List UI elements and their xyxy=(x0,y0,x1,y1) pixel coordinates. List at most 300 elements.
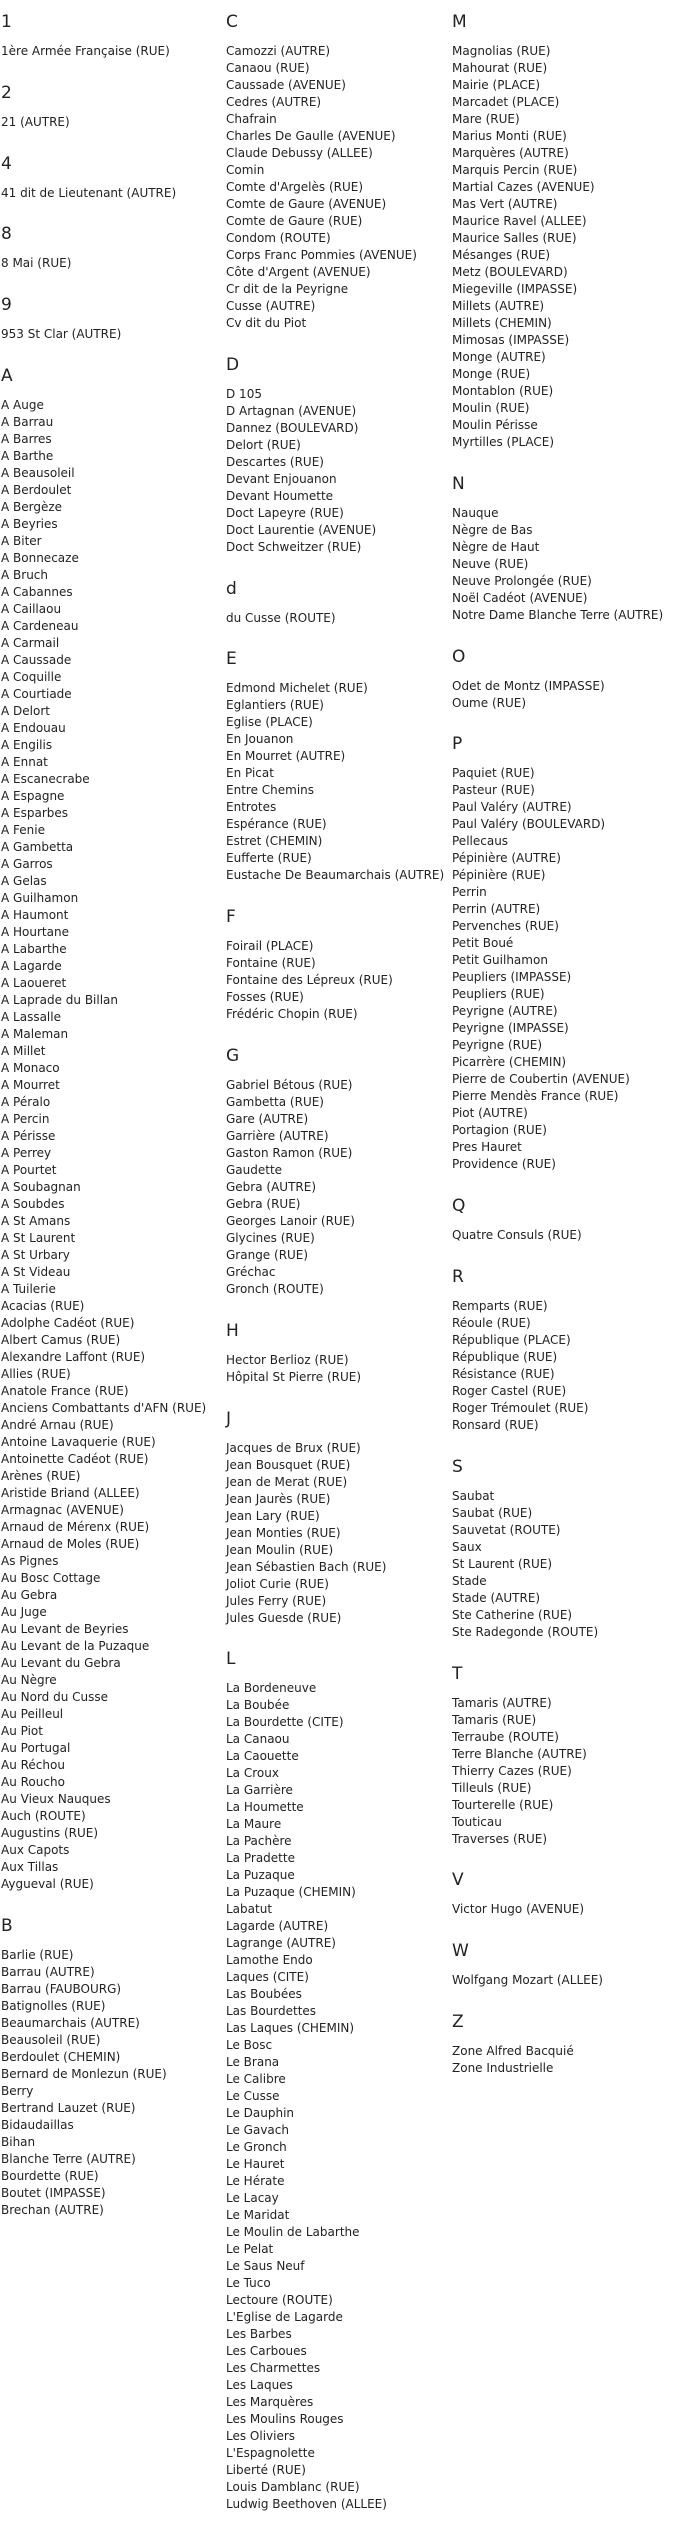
street-link[interactable]: Boutet (IMPASSE) xyxy=(1,2185,106,2200)
street-link[interactable]: Myrtilles (PLACE) xyxy=(452,435,555,449)
street-link[interactable]: Le Pelat xyxy=(226,2242,274,2257)
street-link[interactable]: Alexandre Laffont (RUE) xyxy=(1,1349,146,1364)
street-link[interactable]: Le Maridat xyxy=(226,2208,290,2223)
street-link[interactable]: A Courtiade xyxy=(1,686,72,701)
street-link[interactable]: Roger Castel (RUE) xyxy=(452,1383,567,1398)
street-link[interactable]: Gabriel Bétous (RUE) xyxy=(226,1077,353,1092)
street-link[interactable]: La Bordeneuve xyxy=(226,1681,317,1696)
street-link[interactable]: A Espagne xyxy=(1,788,65,803)
street-link[interactable]: Le Dauphin xyxy=(226,2106,295,2121)
street-link[interactable]: A Laoueret xyxy=(1,975,67,990)
street-link[interactable]: Le Lacay xyxy=(226,2191,279,2206)
street-link[interactable]: Corps Franc Pommies (AVENUE) xyxy=(226,248,417,262)
street-link[interactable]: Cedres (AUTRE) xyxy=(226,95,322,109)
street-link[interactable]: Odet de Montz (IMPASSE) xyxy=(452,678,605,693)
street-link[interactable]: L'Eglise de Lagarde xyxy=(226,2310,343,2325)
street-link[interactable]: La Maure xyxy=(226,1817,282,1832)
street-link[interactable]: Cusse (AUTRE) xyxy=(226,299,316,313)
street-link[interactable]: Terraube (ROUTE) xyxy=(452,1729,559,1744)
street-link[interactable]: Au Vieux Nauques xyxy=(1,1791,111,1806)
street-link[interactable]: Petit Guilhamon xyxy=(452,953,548,968)
street-link[interactable]: Le Gavach xyxy=(226,2123,289,2138)
street-link[interactable]: Jacques de Brux (RUE) xyxy=(226,1440,361,1455)
street-link[interactable]: Edmond Michelet (RUE) xyxy=(226,681,368,696)
street-link[interactable]: Condom (ROUTE) xyxy=(226,231,331,245)
street-link[interactable]: Au Nord du Cusse xyxy=(1,1689,109,1704)
street-link[interactable]: A St Amans xyxy=(1,1213,71,1228)
street-link[interactable]: Blanche Terre (AUTRE) xyxy=(1,2151,136,2166)
street-link[interactable]: Comte d'Argelès (RUE) xyxy=(226,180,364,194)
street-link[interactable]: Wolfgang Mozart (ALLEE) xyxy=(452,1973,603,1988)
street-link[interactable]: Les Marquères xyxy=(226,2395,314,2410)
street-link[interactable]: Arnaud de Moles (RUE) xyxy=(1,1536,140,1551)
street-link[interactable]: Berry xyxy=(1,2083,34,2098)
street-link[interactable]: Zone Alfred Bacquié xyxy=(452,2043,574,2058)
street-link[interactable]: Jean Lary (RUE) xyxy=(226,1508,320,1523)
street-link[interactable]: A Périsse xyxy=(1,1128,56,1143)
street-link[interactable]: Paul Valéry (BOULEVARD) xyxy=(452,817,606,832)
street-link[interactable]: A Péralo xyxy=(1,1094,51,1109)
street-link[interactable]: Jean Moulin (RUE) xyxy=(226,1542,334,1557)
street-link[interactable]: Charles De Gaulle (AVENUE) xyxy=(226,129,396,143)
street-link[interactable]: Magnolias (RUE) xyxy=(452,44,551,58)
street-link[interactable]: Perrin xyxy=(452,885,487,900)
street-link[interactable]: Caussade (AVENUE) xyxy=(226,78,346,92)
street-link[interactable]: Au Piot xyxy=(1,1723,43,1738)
street-link[interactable]: A Percin xyxy=(1,1111,50,1126)
street-link[interactable]: A Berdoulet xyxy=(1,482,72,497)
street-link[interactable]: Barrau (FAUBOURG) xyxy=(1,1981,122,1996)
street-link[interactable]: Aux Capots xyxy=(1,1842,70,1857)
street-link[interactable]: Peyrigne (IMPASSE) xyxy=(452,1021,569,1036)
street-link[interactable]: Liberté (RUE) xyxy=(226,2463,306,2478)
street-link[interactable]: Notre Dame Blanche Terre (AUTRE) xyxy=(452,607,664,622)
street-link[interactable]: Picarrère (CHEMIN) xyxy=(452,1055,567,1070)
street-link[interactable]: Dannez (BOULEVARD) xyxy=(226,420,359,435)
street-link[interactable]: Gambetta (RUE) xyxy=(226,1094,324,1109)
street-link[interactable]: Au Réchou xyxy=(1,1757,65,1772)
street-link[interactable]: A Auge xyxy=(1,397,44,412)
street-link[interactable]: Au Levant de Beyries xyxy=(1,1621,129,1636)
street-link[interactable]: La Caouette xyxy=(226,1749,299,1764)
street-link[interactable]: Mas Vert (AUTRE) xyxy=(452,197,558,211)
street-link[interactable]: A Biter xyxy=(1,533,42,548)
street-link[interactable]: As Pignes xyxy=(1,1553,59,1568)
street-link[interactable]: Saubat xyxy=(452,1488,495,1503)
street-link[interactable]: Joliot Curie (RUE) xyxy=(226,1576,329,1591)
street-link[interactable]: Marius Monti (RUE) xyxy=(452,129,567,143)
street-link[interactable]: Au Portugal xyxy=(1,1740,71,1755)
street-link[interactable]: Lectoure (ROUTE) xyxy=(226,2293,333,2308)
street-link[interactable]: Au Gebra xyxy=(1,1587,58,1602)
street-link[interactable]: Fosses (RUE) xyxy=(226,990,304,1005)
street-link[interactable]: A Bruch xyxy=(1,567,48,582)
street-link[interactable]: A Maleman xyxy=(1,1026,69,1041)
street-link[interactable]: Mésanges (RUE) xyxy=(452,248,551,262)
street-link[interactable]: Jean Bousquet (RUE) xyxy=(226,1457,351,1472)
street-link[interactable]: Ste Catherine (RUE) xyxy=(452,1607,573,1622)
street-link[interactable]: Au Juge xyxy=(1,1604,47,1619)
street-link[interactable]: Mairie (PLACE) xyxy=(452,78,541,92)
street-link[interactable]: Devant Enjouanon xyxy=(226,471,337,486)
street-link[interactable]: La Croux xyxy=(226,1766,279,1781)
street-link[interactable]: Petit Boué xyxy=(452,936,514,951)
street-link[interactable]: Gaudette xyxy=(226,1162,283,1177)
street-link[interactable]: Pellecaus xyxy=(452,834,509,849)
street-link[interactable]: Lagrange (AUTRE) xyxy=(226,1936,336,1951)
street-link[interactable]: Tamaris (AUTRE) xyxy=(452,1695,552,1710)
street-link[interactable]: A Cardeneau xyxy=(1,618,79,633)
street-link[interactable]: Beaumarchais (AUTRE) xyxy=(1,2015,140,2030)
street-link[interactable]: Glycines (RUE) xyxy=(226,1230,315,1245)
street-link[interactable]: Nègre de Haut xyxy=(452,539,540,554)
street-link[interactable]: Tilleuls (RUE) xyxy=(452,1780,532,1795)
street-link[interactable]: Arnaud de Mérenx (RUE) xyxy=(1,1519,150,1534)
street-link[interactable]: Entre Chemins xyxy=(226,783,315,798)
street-link[interactable]: Gebra (RUE) xyxy=(226,1196,301,1211)
street-link[interactable]: Delort (RUE) xyxy=(226,437,301,452)
street-link[interactable]: A Ennat xyxy=(1,754,48,769)
street-link[interactable]: Estret (CHEMIN) xyxy=(226,834,323,849)
street-link[interactable]: A Monaco xyxy=(1,1060,60,1075)
street-link[interactable]: Gaston Ramon (RUE) xyxy=(226,1145,353,1160)
street-link[interactable]: St Laurent (RUE) xyxy=(452,1556,553,1571)
street-link[interactable]: République (PLACE) xyxy=(452,1332,571,1347)
street-link[interactable]: Au Bosc Cottage xyxy=(1,1570,101,1585)
street-link[interactable]: Au Nègre xyxy=(1,1672,57,1687)
street-link[interactable]: Aristide Briand (ALLEE) xyxy=(1,1485,140,1500)
street-link[interactable]: République (RUE) xyxy=(452,1349,558,1364)
street-link[interactable]: Les Barbes xyxy=(226,2327,292,2342)
street-link[interactable]: Monge (AUTRE) xyxy=(452,350,546,364)
street-link[interactable]: Le Hauret xyxy=(226,2157,285,2172)
street-link[interactable]: Eustache De Beaumarchais (AUTRE) xyxy=(226,868,445,883)
street-link[interactable]: Au Peilleul xyxy=(1,1706,64,1721)
street-link[interactable]: Côte d'Argent (AVENUE) xyxy=(226,265,371,279)
street-link[interactable]: Auch (ROUTE) xyxy=(1,1808,86,1823)
street-link[interactable]: A Barres xyxy=(1,431,52,446)
street-link[interactable]: Pépinière (AUTRE) xyxy=(452,851,561,866)
street-link[interactable]: La Pachère xyxy=(226,1834,292,1849)
street-link[interactable]: A Cabannes xyxy=(1,584,73,599)
street-link[interactable]: Antoine Lavaquerie (RUE) xyxy=(1,1434,156,1449)
street-link[interactable]: Saux xyxy=(452,1539,482,1554)
street-link[interactable]: Marcadet (PLACE) xyxy=(452,95,560,109)
street-link[interactable]: Ste Radegonde (ROUTE) xyxy=(452,1624,599,1639)
street-link[interactable]: Jean de Merat (RUE) xyxy=(226,1474,348,1489)
street-link[interactable]: Eglantiers (RUE) xyxy=(226,698,324,713)
street-link[interactable]: Les Carboues xyxy=(226,2344,307,2359)
street-link[interactable]: Georges Lanoir (RUE) xyxy=(226,1213,355,1228)
street-link[interactable]: A Caillaou xyxy=(1,601,62,616)
street-link[interactable]: Batignolles (RUE) xyxy=(1,1998,106,2013)
street-link[interactable]: Peyrigne (AUTRE) xyxy=(452,1004,558,1019)
street-link[interactable]: A Engilis xyxy=(1,737,53,752)
street-link[interactable]: Victor Hugo (AVENUE) xyxy=(452,1902,585,1917)
street-link[interactable]: Marquères (AUTRE) xyxy=(452,146,569,160)
street-link[interactable]: Traverses (RUE) xyxy=(452,1831,548,1846)
street-link[interactable]: Neuve (RUE) xyxy=(452,556,529,571)
street-link[interactable]: A Gambetta xyxy=(1,839,74,854)
street-link[interactable]: Labatut xyxy=(226,1902,273,1917)
street-link[interactable]: Le Gronch xyxy=(226,2140,287,2155)
street-link[interactable]: Au Levant de la Puzaque xyxy=(1,1638,150,1653)
street-link[interactable]: A Lagarde xyxy=(1,958,62,973)
street-link[interactable]: Fontaine des Lépreux (RUE) xyxy=(226,973,393,988)
street-link[interactable]: A Laprade du Billan xyxy=(1,992,119,1007)
street-link[interactable]: Las Boubées xyxy=(226,1987,302,2002)
street-link[interactable]: Bihan xyxy=(1,2134,36,2149)
street-link[interactable]: A Coquille xyxy=(1,669,62,684)
street-link[interactable]: Fontaine (RUE) xyxy=(226,956,316,971)
street-link[interactable]: A Caussade xyxy=(1,652,72,667)
street-link[interactable]: Paul Valéry (AUTRE) xyxy=(452,800,572,815)
street-link[interactable]: A Bergèze xyxy=(1,499,63,514)
street-link[interactable]: Espérance (RUE) xyxy=(226,817,327,832)
street-link[interactable]: A St Urbary xyxy=(1,1247,70,1262)
street-link[interactable]: du Cusse (ROUTE) xyxy=(226,610,336,625)
street-link[interactable]: A Lassalle xyxy=(1,1009,61,1024)
street-link[interactable]: Réoule (RUE) xyxy=(452,1315,531,1330)
street-link[interactable]: Beausoleil (RUE) xyxy=(1,2032,101,2047)
street-link[interactable]: Le Tuco xyxy=(226,2276,271,2291)
street-link[interactable]: Lamothe Endo xyxy=(226,1953,313,1968)
street-link[interactable]: Tamaris (RUE) xyxy=(452,1712,537,1727)
street-link[interactable]: D 105 xyxy=(226,386,262,401)
street-link[interactable]: Touticau xyxy=(452,1814,502,1829)
street-link[interactable]: Louis Damblanc (RUE) xyxy=(226,2480,360,2495)
street-link[interactable]: Portagion (RUE) xyxy=(452,1123,547,1138)
street-link[interactable]: Comte de Gaure (AVENUE) xyxy=(226,197,387,211)
street-link[interactable]: Le Bosc xyxy=(226,2038,273,2053)
street-link[interactable]: A Soubagnan xyxy=(1,1179,81,1194)
street-link[interactable]: Augustins (RUE) xyxy=(1,1825,99,1840)
street-link[interactable]: Armagnac (AVENUE) xyxy=(1,1502,124,1517)
street-link[interactable]: A Endouau xyxy=(1,720,66,735)
street-link[interactable]: En Jouanon xyxy=(226,732,294,747)
street-link[interactable]: Peupliers (RUE) xyxy=(452,987,545,1002)
street-link[interactable]: Doct Lapeyre (RUE) xyxy=(226,505,344,520)
street-link[interactable]: Allies (RUE) xyxy=(1,1366,71,1381)
street-link[interactable]: Providence (RUE) xyxy=(452,1157,556,1172)
street-link[interactable]: Stade xyxy=(452,1573,487,1588)
street-link[interactable]: A Labarthe xyxy=(1,941,67,956)
street-link[interactable]: Oume (RUE) xyxy=(452,695,527,710)
street-link[interactable]: Thierry Cazes (RUE) xyxy=(452,1763,572,1778)
street-link[interactable]: Aygueval (RUE) xyxy=(1,1876,94,1891)
street-link[interactable]: Claude Debussy (ALLEE) xyxy=(226,146,373,160)
street-link[interactable]: Jean Jaurès (RUE) xyxy=(226,1491,331,1506)
street-link[interactable]: Pervenches (RUE) xyxy=(452,919,559,934)
street-link[interactable]: Jean Monties (RUE) xyxy=(226,1525,341,1540)
street-link[interactable]: Acacias (RUE) xyxy=(1,1298,85,1313)
street-link[interactable]: Barrau (AUTRE) xyxy=(1,1964,95,1979)
street-link[interactable]: Barlie (RUE) xyxy=(1,1947,74,1962)
street-link[interactable]: La Garrière xyxy=(226,1783,293,1798)
street-link[interactable]: Stade (AUTRE) xyxy=(452,1590,541,1605)
street-link[interactable]: Paquiet (RUE) xyxy=(452,766,535,781)
street-link[interactable]: Comte de Gaure (RUE) xyxy=(226,214,363,228)
street-link[interactable]: La Canaou xyxy=(226,1732,290,1747)
street-link[interactable]: A Bonnecaze xyxy=(1,550,79,565)
street-link[interactable]: Remparts (RUE) xyxy=(452,1298,548,1313)
street-link[interactable]: La Puzaque xyxy=(226,1868,295,1883)
street-link[interactable]: Quatre Consuls (RUE) xyxy=(452,1228,582,1243)
street-link[interactable]: Le Calibre xyxy=(226,2072,286,2087)
street-link[interactable]: A Barrau xyxy=(1,414,54,429)
street-link[interactable]: Doct Schweitzer (RUE) xyxy=(226,539,362,554)
street-link[interactable]: Montablon (RUE) xyxy=(452,384,554,398)
street-link[interactable]: Anciens Combattants d'AFN (RUE) xyxy=(1,1400,207,1415)
street-link[interactable]: Neuve Prolongée (RUE) xyxy=(452,573,592,588)
street-link[interactable]: Doct Laurentie (AVENUE) xyxy=(226,522,377,537)
street-link[interactable]: 21 (AUTRE) xyxy=(1,114,70,129)
street-link[interactable]: Comin xyxy=(226,163,265,177)
street-link[interactable]: Lagarde (AUTRE) xyxy=(226,1919,329,1934)
street-link[interactable]: Entrotes xyxy=(226,800,277,815)
street-link[interactable]: La Bourdette (CITE) xyxy=(226,1715,344,1730)
street-link[interactable]: Noël Cadéot (AVENUE) xyxy=(452,590,588,605)
street-link[interactable]: Hôpital St Pierre (RUE) xyxy=(226,1369,362,1384)
street-link[interactable]: Jules Guesde (RUE) xyxy=(226,1610,342,1625)
street-link[interactable]: Bidaudaillas xyxy=(1,2117,74,2132)
street-link[interactable]: Descartes (RUE) xyxy=(226,454,324,469)
street-link[interactable]: Adolphe Cadéot (RUE) xyxy=(1,1315,135,1330)
street-link[interactable]: Moulin (RUE) xyxy=(452,401,530,415)
street-link[interactable]: Hector Berlioz (RUE) xyxy=(226,1352,349,1367)
street-link[interactable]: Eglise (PLACE) xyxy=(226,715,313,730)
street-link[interactable]: Canaou (RUE) xyxy=(226,61,310,75)
street-link[interactable]: Perrin (AUTRE) xyxy=(452,902,541,917)
street-link[interactable]: Terre Blanche (AUTRE) xyxy=(452,1746,587,1761)
street-link[interactable]: Pasteur (RUE) xyxy=(452,783,535,798)
street-link[interactable]: Saubat (RUE) xyxy=(452,1505,533,1520)
street-link[interactable]: A Guilhamon xyxy=(1,890,79,905)
street-link[interactable]: A Perrey xyxy=(1,1145,52,1160)
street-link[interactable]: Gréchac xyxy=(226,1264,276,1279)
street-link[interactable]: Martial Cazes (AVENUE) xyxy=(452,180,595,194)
street-link[interactable]: A Tuilerie xyxy=(1,1281,56,1296)
street-link[interactable]: Las Laques (CHEMIN) xyxy=(226,2021,355,2036)
street-link[interactable]: Pierre de Coubertin (AVENUE) xyxy=(452,1072,630,1087)
street-link[interactable]: Brechan (AUTRE) xyxy=(1,2202,104,2217)
street-link[interactable]: Camozzi (AUTRE) xyxy=(226,44,331,58)
street-link[interactable]: Zone Industrielle xyxy=(452,2060,554,2075)
street-link[interactable]: A Millet xyxy=(1,1043,46,1058)
street-link[interactable]: A Beyries xyxy=(1,516,58,531)
street-link[interactable]: Tourterelle (RUE) xyxy=(452,1797,554,1812)
street-link[interactable]: 8 Mai (RUE) xyxy=(1,256,72,271)
street-link[interactable]: A Delort xyxy=(1,703,50,718)
street-link[interactable]: Le Moulin de Labarthe xyxy=(226,2225,360,2240)
street-link[interactable]: Grange (RUE) xyxy=(226,1247,309,1262)
street-link[interactable]: Monge (RUE) xyxy=(452,367,531,381)
street-link[interactable]: Le Hérate xyxy=(226,2174,285,2189)
street-link[interactable]: Le Brana xyxy=(226,2055,280,2070)
street-link[interactable]: Mimosas (IMPASSE) xyxy=(452,333,570,347)
street-link[interactable]: Millets (CHEMIN) xyxy=(452,316,552,330)
street-link[interactable]: Nauque xyxy=(452,505,499,520)
street-link[interactable]: A St Videau xyxy=(1,1264,71,1279)
street-link[interactable]: Ronsard (RUE) xyxy=(452,1417,539,1432)
street-link[interactable]: Berdoulet (CHEMIN) xyxy=(1,2049,121,2064)
street-link[interactable]: Millets (AUTRE) xyxy=(452,299,545,313)
street-link[interactable]: Chafrain xyxy=(226,112,277,126)
street-link[interactable]: Devant Houmette xyxy=(226,488,334,503)
street-link[interactable]: Gronch (ROUTE) xyxy=(226,1281,324,1296)
street-link[interactable]: A Soubdes xyxy=(1,1196,65,1211)
street-link[interactable]: Pres Hauret xyxy=(452,1140,522,1155)
street-link[interactable]: La Boubée xyxy=(226,1698,290,1713)
street-link[interactable]: Bourdette (RUE) xyxy=(1,2168,99,2183)
street-link[interactable]: A Haumont xyxy=(1,907,69,922)
street-link[interactable]: Piot (AUTRE) xyxy=(452,1106,528,1121)
street-link[interactable]: Aux Tillas xyxy=(1,1859,59,1874)
street-link[interactable]: La Pradette xyxy=(226,1851,295,1866)
street-link[interactable]: Bernard de Monlezun (RUE) xyxy=(1,2066,167,2081)
street-link[interactable]: D Artagnan (AVENUE) xyxy=(226,403,357,418)
street-link[interactable]: Bertrand Lauzet (RUE) xyxy=(1,2100,136,2115)
street-link[interactable]: Maurice Ravel (ALLEE) xyxy=(452,214,587,228)
street-link[interactable]: Peyrigne (RUE) xyxy=(452,1038,543,1053)
street-link[interactable]: Jean Sébastien Bach (RUE) xyxy=(226,1559,387,1574)
street-link[interactable]: A Esparbes xyxy=(1,805,69,820)
street-link[interactable]: Mahourat (RUE) xyxy=(452,61,548,75)
street-link[interactable]: Les Charmettes xyxy=(226,2361,321,2376)
street-link[interactable]: A Pourtet xyxy=(1,1162,57,1177)
street-link[interactable]: Eufferte (RUE) xyxy=(226,851,312,866)
street-link[interactable]: Le Cusse xyxy=(226,2089,280,2104)
street-link[interactable]: Laques (CITE) xyxy=(226,1970,309,1985)
street-link[interactable]: Cv dit du Piot xyxy=(226,316,307,330)
street-link[interactable]: A Gelas xyxy=(1,873,47,888)
street-link[interactable]: Gare (AUTRE) xyxy=(226,1111,309,1126)
street-link[interactable]: A Barthe xyxy=(1,448,54,463)
street-link[interactable]: Les Moulins Rouges xyxy=(226,2412,344,2427)
street-link[interactable]: Gebra (AUTRE) xyxy=(226,1179,317,1194)
street-link[interactable]: La Houmette xyxy=(226,1800,304,1815)
street-link[interactable]: Résistance (RUE) xyxy=(452,1366,555,1381)
street-link[interactable]: Pierre Mendès France (RUE) xyxy=(452,1089,619,1104)
street-link[interactable]: Nègre de Bas xyxy=(452,522,533,537)
street-link[interactable]: Pépinière (RUE) xyxy=(452,868,546,883)
street-link[interactable]: 41 dit de Lieutenant (AUTRE) xyxy=(1,185,177,200)
street-link[interactable]: A Fenie xyxy=(1,822,45,837)
street-link[interactable]: Peupliers (IMPASSE) xyxy=(452,970,572,985)
street-link[interactable]: En Mourret (AUTRE) xyxy=(226,749,346,764)
street-link[interactable]: Roger Trémoulet (RUE) xyxy=(452,1400,589,1415)
street-link[interactable]: A St Laurent xyxy=(1,1230,76,1245)
street-link[interactable]: A Carmail xyxy=(1,635,60,650)
street-link[interactable]: Garrière (AUTRE) xyxy=(226,1128,329,1143)
street-link[interactable]: Foirail (PLACE) xyxy=(226,939,314,954)
street-link[interactable]: A Escanecrabe xyxy=(1,771,90,786)
street-link[interactable]: Las Bourdettes xyxy=(226,2004,317,2019)
street-link[interactable]: Antoinette Cadéot (RUE) xyxy=(1,1451,149,1466)
street-link[interactable]: A Mourret xyxy=(1,1077,60,1092)
street-link[interactable]: Albert Camus (RUE) xyxy=(1,1332,121,1347)
street-link[interactable]: Maurice Salles (RUE) xyxy=(452,231,577,245)
street-link[interactable]: André Arnau (RUE) xyxy=(1,1417,114,1432)
street-link[interactable]: Sauvetat (ROUTE) xyxy=(452,1522,561,1537)
street-link[interactable]: Moulin Périsse xyxy=(452,418,538,432)
street-link[interactable]: Arènes (RUE) xyxy=(1,1468,81,1483)
street-link[interactable]: Mare (RUE) xyxy=(452,112,520,126)
street-link[interactable]: 1ère Armée Française (RUE) xyxy=(1,44,170,58)
street-link[interactable]: Au Roucho xyxy=(1,1774,65,1789)
street-link[interactable]: Cr dit de la Peyrigne xyxy=(226,282,349,296)
street-link[interactable]: Anatole France (RUE) xyxy=(1,1383,129,1398)
